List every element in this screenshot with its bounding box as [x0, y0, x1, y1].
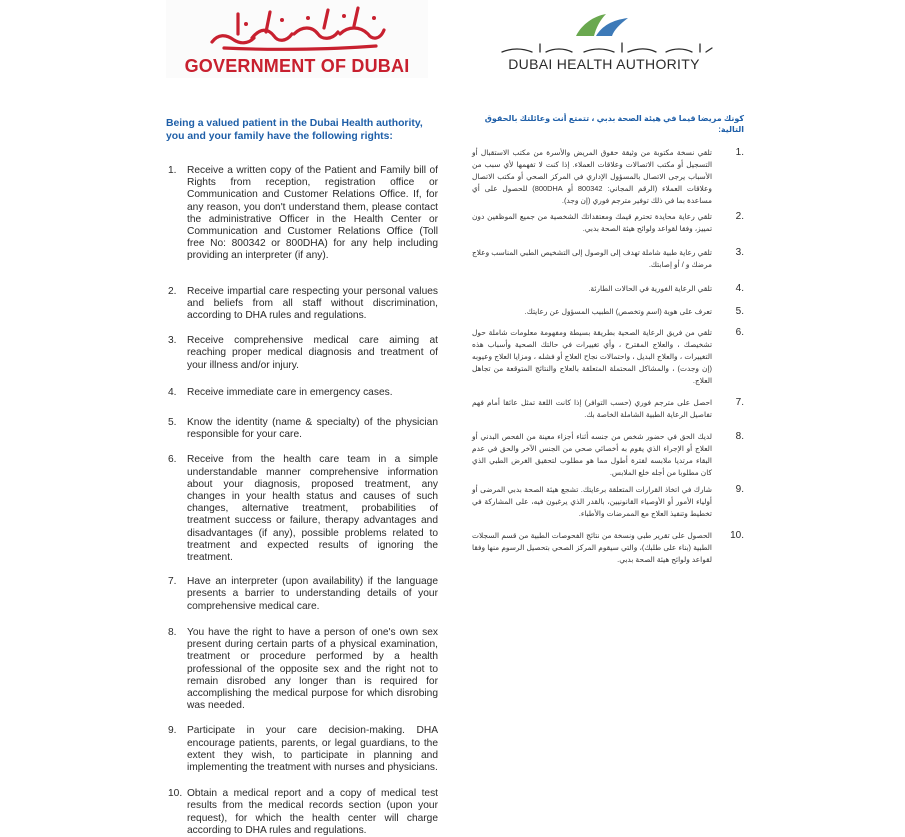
- english-intro-heading: Being a valued patient in the Dubai Health authority, you and your family have the following rights:: [166, 118, 423, 142]
- item-number: 7.: [735, 397, 744, 408]
- item-number: 6.: [735, 327, 744, 338]
- item-text: تلقي الرعاية الفورية في الحالات الطارئة.: [588, 284, 712, 293]
- item-text: شارك في اتخاذ القرارات المتعلقة برعايتك. تشجع هيئة الصحة بدبي المرضى أو أولياء الأمور أو الأوصياء القانونيين، بالقدر الذي يرغبون فيه، على المشاركة في تخطيط وتنفيذ العلاج مع الممرضات والأطباء.: [472, 485, 712, 518]
- english-right-item: [166, 387, 438, 399]
- dha-logo-arabic-calligraphy: [488, 40, 720, 56]
- english-right-item: [166, 725, 438, 774]
- item-text: You have the right to have a person of one's own sex present during certain parts of a physical examination, treatment or procedure performed by a health professional of the opposite sex and the right not to remain disrobed any longer than is required for accomplishing the medical purpose for which disrobing was needed.: [187, 626, 438, 712]
- item-number: 3.: [735, 247, 744, 258]
- item-text: Obtain a medical report and a copy of medical test results from the medical records section (upon your request), for which the health center will charge according to DHA rules and regulations.: [187, 788, 438, 836]
- dha-logo-text: DUBAI HEALTH AUTHORITY: [508, 56, 700, 72]
- item-text: Participate in your care decision-making. DHA encourage patients, parents, or legal guardians, to the extent they wish, to participate in planning and implementing the treatment with nurses and physicians.: [187, 725, 438, 773]
- item-number: 3.: [168, 335, 177, 347]
- dha-emblem-icon: [572, 10, 632, 40]
- english-right-item: [166, 335, 438, 372]
- item-number: 9.: [168, 725, 177, 737]
- item-text: Receive impartial care respecting your personal values and beliefs from all staff without discrimination, according to DHA rules and regulations.: [187, 285, 438, 322]
- item-text: تلقي من فريق الرعاية الصحية بطريقة بسيطة ومفهومة معلومات شاملة حول تشخيصك ، والعلاج المقترح ، وأي تغييرات في حالتك الصحية وأسباب هذه التغييرات ، والعلاج البديل ، واحتمالات نجاح العلاج أو فشله ، ومزايا العلاج وعيوبه (إن وجدت) ، والمشاكل المحتملة المتعلقة بالعلاج والنتائج المتوقعة من تجاهل العلاج.: [472, 328, 712, 385]
- item-number: 8.: [168, 626, 177, 638]
- english-right-item: [166, 165, 438, 263]
- item-text: تلقي نسخة مكتوبة من وثيقة حقوق المريض والأسرة من مكتب الاستقبال أو التسجيل أو مكتب الاتصالات وعلاقات العملاء. إذا كنت لا تفهمها لأي سبب من الأسباب يرجى الاتصال بالمسؤول الإداري في المركز الصحي أو مكتب الاتصال وعلاقات العملاء (الرقم المجاني: 800342 أو 800DHA) للحصول على أي مساعدة بما في ذلك توفير مترجم فوري (إن وجد).: [472, 148, 712, 205]
- english-right-item: [166, 627, 438, 712]
- item-number: 10.: [168, 788, 183, 800]
- item-text: Receive immediate care in emergency cases.: [187, 386, 393, 398]
- item-number: 8.: [735, 431, 744, 442]
- english-right-item: [166, 788, 438, 837]
- english-right-item: [166, 576, 438, 613]
- item-text: Know the identity (name & specialty) of the physician responsible for your care.: [187, 417, 438, 441]
- item-number: 2.: [735, 211, 744, 222]
- english-rights-column: [166, 117, 438, 837]
- english-right-item: [166, 454, 438, 564]
- item-text: تلقي رعاية محايدة تحترم قيمك ومعتقداتك الشخصية من جميع الموظفين دون تمييز، وفقا لقواعد ولوائح هيئة الصحة بدبي.: [472, 212, 712, 233]
- item-number: 1.: [735, 147, 744, 158]
- item-text: تلقي رعاية طبية شاملة تهدف إلى الوصول إلى التشخيص الطبي المناسب وعلاج مرضك و / أو إصابتك.: [472, 248, 712, 269]
- item-text: Receive from the health care team in a simple understandable manner comprehensive information about your diagnosis, proposed treatment, any changes in your health status and causes of such changes, alternative treatment, probabilities of treatment success or failure, therapy advantages and disadvantages (if any), possible problems related to treatment and expected results of ignoring the treatment.: [187, 454, 438, 564]
- item-number: 6.: [168, 454, 177, 466]
- item-text: Have an interpreter (upon availability) if the language presents a barrier to understanding details of your comprehensive medical care.: [187, 576, 438, 612]
- item-number: 5.: [735, 306, 744, 317]
- item-text: الحصول على تقرير طبي ونسخة من نتائج الفحوصات الطبية من قسم السجلات الطبية (بناء على طلبك)، والتي سيقوم المركز الصحي بتحصيل الرسوم منها وفقا لقواعد ولوائح هيئة الصحة بدبي.: [472, 531, 712, 564]
- item-number: 7.: [168, 576, 177, 588]
- item-text: تعرف على هوية (اسم وتخصص) الطبيب المسؤول عن رعايتك.: [524, 307, 712, 316]
- government-of-dubai-logo: [166, 0, 428, 78]
- english-right-item: [166, 286, 438, 323]
- english-right-item: [166, 417, 438, 441]
- item-number: 10.: [730, 530, 744, 541]
- gov-logo-calligraphy: [204, 4, 390, 52]
- item-text: لديك الحق في حضور شخص من جنسه أثناء أجزاء معينة من الفحص البدني أو العلاج أو الإجراء الذي يقوم به أخصائي صحي من الجنس الآخر والحق في عدم البقاء مرتديا ملابسه لفترة أطول مما هو مطلوب لتحقيق الغرض الطبي الذي كان مطلوبا من أجله خلع الملابس.: [472, 432, 712, 477]
- item-text: Receive a written copy of the Patient and Family bill of Rights from reception, registration office or Communication and Customer Relations Office. If, for any reason, you don't understand them, please contact the administrative Officer in the Health Center or Communication and Customer Relations Office (Toll free No: 800342 or 800DHA) for any help including providing an interpreter (if any).: [187, 165, 438, 262]
- item-number: 9.: [735, 484, 744, 495]
- arabic-intro-heading: كونك مريضا قيما في هيئة الصحة بدبي ، تتمتع أنت وعائلتك بالحقوق التالية:: [484, 114, 744, 134]
- item-number: 4.: [735, 283, 744, 294]
- english-rights-list: [166, 165, 438, 837]
- item-text: احصل على مترجم فوري (حسب التوافر) إذا كانت اللغة تمثل عائقا أمام فهم تفاصيل الرعاية الطبية الشاملة الخاصة بك.: [472, 398, 712, 419]
- item-number: 5.: [168, 417, 177, 429]
- item-number: 1.: [168, 165, 177, 176]
- item-number: 4.: [168, 386, 177, 398]
- gov-logo-text: GOVERNMENT OF DUBAI: [184, 56, 410, 76]
- item-text: Receive comprehensive medical care aiming at reaching proper medical diagnosis and treatment of your illness and/or injury.: [187, 335, 438, 371]
- dubai-health-authority-logo: [488, 10, 720, 72]
- item-number: 2.: [168, 285, 177, 297]
